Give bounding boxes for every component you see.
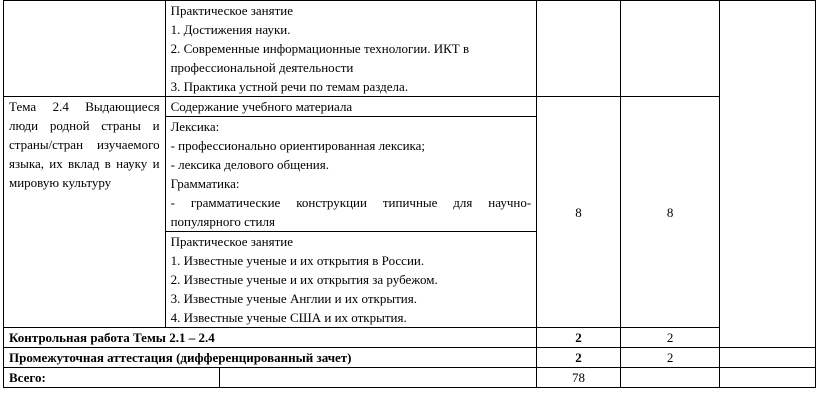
interim-row — [4, 348, 816, 368]
practice-line: 3. Известные ученые Англии и их открытия. — [170, 291, 417, 306]
lexis-grammar-cell — [165, 117, 537, 232]
total-row — [4, 368, 816, 388]
lexis-line: - профессионально ориентированная лексика; — [170, 138, 426, 153]
total-hours: 78 — [537, 368, 621, 388]
practice-cell — [165, 232, 537, 328]
lexis-line: - лексика делового общения. — [170, 157, 329, 172]
interim-label: Промежуточная аттестация (дифференцированный зачет) — [4, 348, 537, 368]
practice-line: 4. Известные ученые США и их открытия. — [170, 310, 407, 325]
level-value: 8 — [620, 97, 720, 328]
interim-hours: 2 — [537, 348, 621, 368]
content-header: Содержание учебного материала — [165, 97, 537, 117]
control-row — [4, 328, 816, 348]
practice-line: Практическое занятие — [170, 234, 294, 249]
topic-2-4-title: Тема 2.4 Выдающиеся люди родной страны и страны/стран изучаемого языка, их вклад в науку и мировую культуру — [4, 97, 166, 328]
hours-cell-empty — [537, 1, 621, 97]
control-label: Контрольная работа Темы 2.1 – 2.4 — [4, 328, 537, 348]
level-cell-empty — [620, 1, 720, 97]
grammar-label: Грамматика: — [170, 176, 240, 191]
lexis-line: Лексика: — [170, 119, 220, 134]
practice-top-line: 1. Достижения науки. — [170, 22, 291, 37]
extra-column-cell — [720, 1, 816, 348]
hours-value: 8 — [537, 97, 621, 328]
practice-top-line: 2. Современные информационные технологии. ИКТ в профессиональной деятельности — [170, 41, 470, 75]
practice-row-top — [4, 1, 816, 97]
content-header-row — [4, 97, 816, 117]
interim-level: 2 — [620, 348, 720, 368]
practice-top-line: 3. Практика устной речи по темам раздела. — [170, 79, 409, 94]
interim-extra — [720, 348, 816, 368]
total-extra — [720, 368, 816, 388]
practice-top-line: Практическое занятие — [170, 3, 294, 18]
total-level-empty — [620, 368, 720, 388]
total-label: Всего: — [4, 368, 220, 388]
topic-cell-empty — [4, 1, 166, 97]
control-hours: 2 — [537, 328, 621, 348]
practice-line: 1. Известные ученые и их открытия в России. — [170, 253, 425, 268]
curriculum-table — [3, 0, 816, 388]
practice-cell-top — [165, 1, 537, 97]
grammar-text: - грамматические конструкции типичные для научно-популярного стиля — [170, 195, 532, 229]
control-level: 2 — [620, 328, 720, 348]
total-empty — [220, 368, 537, 388]
practice-line: 2. Известные ученые и их открытия за рубежом. — [170, 272, 438, 287]
